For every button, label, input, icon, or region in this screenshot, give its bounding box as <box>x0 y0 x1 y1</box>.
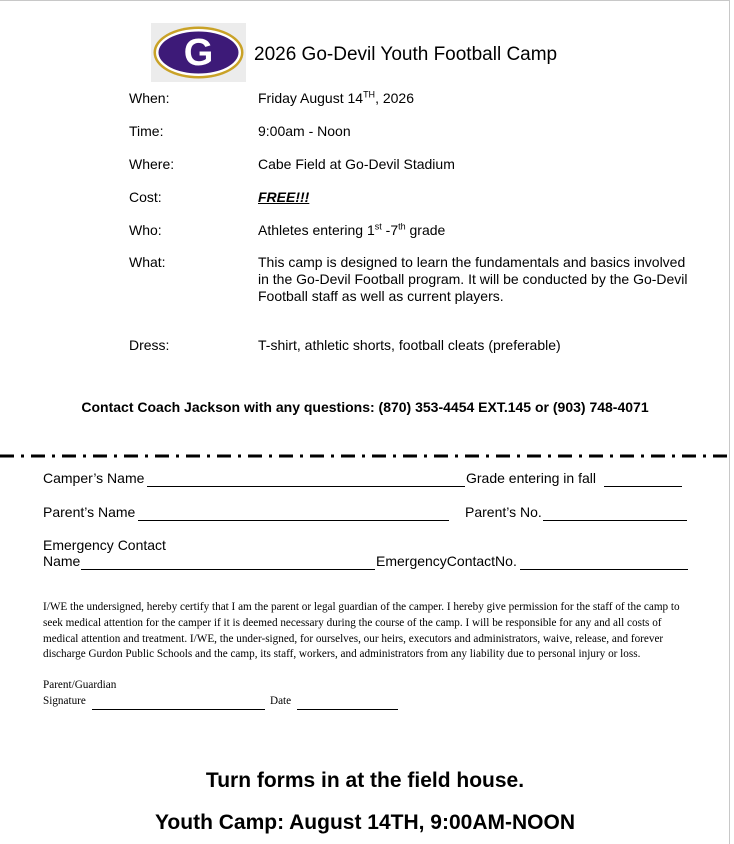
where-label: Where: <box>129 156 175 172</box>
legal-waiver-text: I/WE the undersigned, hereby certify that I am the parent or legal guardian of the camper. I hereby give permission for the staff of the camp to seek medical attention for the camper if it is deemed necessary during the course of the camp. I will be responsible for any and all costs of medical attention and treatment. I/WE, the under-signed, for ourselves, our heirs, executors and administrators, waive, release, and forever discharge Gurdon Public Schools and the camp, its staff, workers, and administrators from any liability due to personal injury or loss. <box>43 601 680 661</box>
dress-value: T-shirt, athletic shorts, football cleats (preferable) <box>258 337 561 353</box>
date-label: Date <box>270 695 292 707</box>
when-prefix: Friday August 14 <box>258 90 364 106</box>
parent-no-field[interactable] <box>543 520 687 521</box>
emergency-name-field[interactable] <box>81 569 375 570</box>
when-sup: TH <box>363 89 376 100</box>
emergency-no-field[interactable] <box>520 569 688 570</box>
logo-letter: G <box>183 32 214 74</box>
who-sup-second: th <box>398 221 406 232</box>
guardian-label: Parent/Guardian <box>43 679 117 691</box>
camper-name-label: Camper’s Name <box>43 470 145 486</box>
cut-line-divider <box>0 453 730 459</box>
who-value <box>258 222 445 238</box>
dress-label: Dress: <box>129 337 170 353</box>
parent-name-field[interactable] <box>138 520 449 521</box>
emergency-contact-label-line2: Name <box>43 553 81 569</box>
time-value: 9:00am - Noon <box>258 123 351 139</box>
grade-field[interactable] <box>604 486 682 487</box>
grade-label: Grade entering in fall <box>466 470 596 486</box>
signature-label: Signature <box>43 695 86 707</box>
turn-in-notice: Turn forms in at the field house. <box>205 769 525 792</box>
cost-label: Cost: <box>129 189 162 205</box>
when-label: When: <box>129 90 170 106</box>
who-label: Who: <box>129 222 162 238</box>
who-suffix: grade <box>405 222 446 238</box>
camper-name-field[interactable] <box>147 486 465 487</box>
parent-no-label: Parent’s No. <box>465 504 542 520</box>
signature-field[interactable] <box>92 709 265 710</box>
date-field[interactable] <box>297 709 398 710</box>
parent-name-label: Parent’s Name <box>43 504 136 520</box>
who-prefix: Athletes entering 1 <box>258 222 375 238</box>
who-mid: -7 <box>381 222 399 238</box>
when-suffix: , 2026 <box>375 90 414 106</box>
what-value: This camp is designed to learn the fundamentals and basics involved in the Go-Devil Football program. It will be conducted by the Go-Devil Football staff as well as current players. <box>258 254 688 304</box>
camp-date-banner: Youth Camp: August 14TH, 9:00AM-NOON <box>154 811 575 834</box>
time-label: Time: <box>129 123 164 139</box>
what-label: What: <box>129 254 166 270</box>
when-value <box>258 90 414 106</box>
emergency-contact-label-line1: Emergency Contact <box>43 537 166 553</box>
emergency-no-label: EmergencyContactNo. <box>376 553 517 569</box>
who-sup-first: st <box>374 221 382 232</box>
cost-value: FREE!!! <box>258 189 310 205</box>
go-devil-logo <box>151 23 246 82</box>
go-devil-g-logo-icon <box>151 23 246 82</box>
contact-line: Contact Coach Jackson with any questions: (870) 353-4454 EXT.145 or (903) 748-4071 <box>81 399 649 415</box>
where-value: Cabe Field at Go-Devil Stadium <box>258 156 455 172</box>
page-title: 2026 Go-Devil Youth Football Camp <box>254 44 558 65</box>
